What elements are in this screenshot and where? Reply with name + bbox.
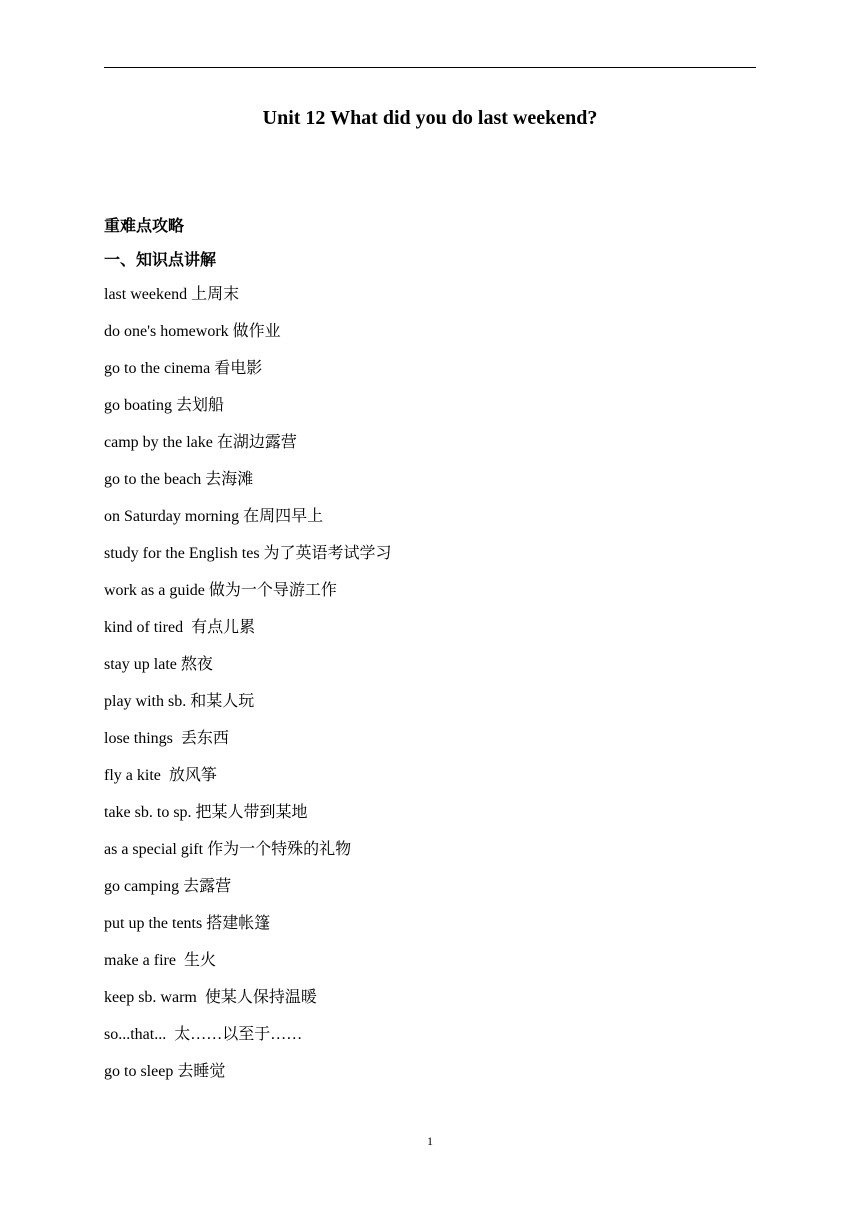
vocabulary-item: on Saturday morning 在周四早上 [104,508,324,525]
section-heading: 重难点攻略 [104,218,185,235]
page-number: 1 [427,1134,433,1148]
vocabulary-item: last weekend 上周末 [104,286,240,303]
vocabulary-item: kind of tired 有点儿累 [104,619,256,636]
vocabulary-item: go to the beach 去海滩 [104,471,254,488]
vocabulary-item: study for the English tes 为了英语考试学习 [104,545,392,562]
vocabulary-item: fly a kite 放风筝 [104,767,217,784]
vocabulary-item: play with sb. 和某人玩 [104,693,255,710]
vocabulary-item: work as a guide 做为一个导游工作 [104,582,337,599]
vocabulary-item: go to sleep 去睡觉 [104,1063,226,1080]
vocabulary-item: as a special gift 作为一个特殊的礼物 [104,841,352,858]
vocabulary-item: so...that... 太……以至于…… [104,1026,303,1043]
vocabulary-item: take sb. to sp. 把某人带到某地 [104,804,308,821]
document-title: Unit 12 What did you do last weekend? [262,107,598,129]
vocabulary-item: put up the tents 搭建帐篷 [104,915,271,932]
vocabulary-item: make a fire 生火 [104,952,216,969]
header-rule [104,67,756,68]
vocabulary-item: go camping 去露营 [104,878,232,895]
vocabulary-item: camp by the lake 在湖边露营 [104,434,297,451]
vocabulary-item: do one's homework 做作业 [104,323,281,340]
vocabulary-list [104,283,392,1097]
vocabulary-item: go boating 去划船 [104,397,224,414]
subsection-heading: 一、知识点讲解 [104,252,217,269]
vocabulary-item: stay up late 熬夜 [104,656,213,673]
vocabulary-item: go to the cinema 看电影 [104,360,263,377]
vocabulary-item: lose things 丢东西 [104,730,229,747]
vocabulary-item: keep sb. warm 使某人保持温暖 [104,989,317,1006]
